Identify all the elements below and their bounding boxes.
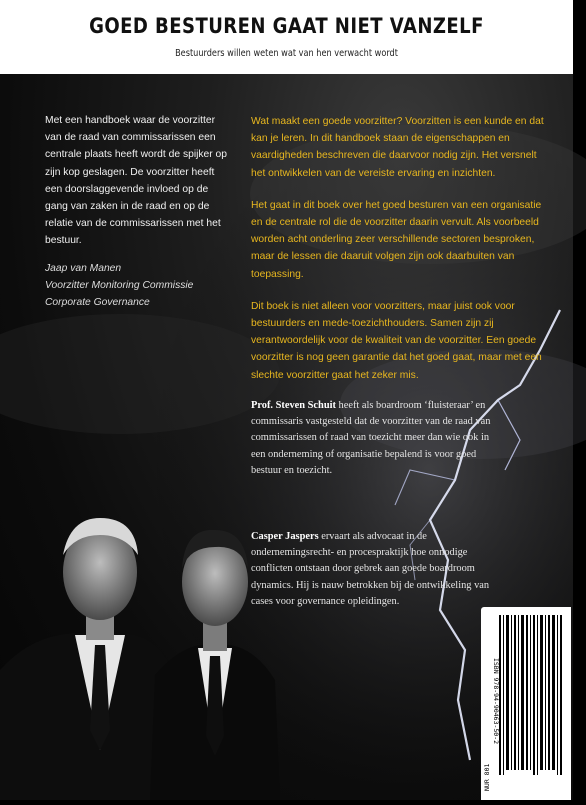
quote-text: Met een handboek waar de voorzitter van de raad van commissarissen een centrale plaats heeft wordt de spijker op zijn kop geslagen. De voorzitter heeft een doorslaggevende invloed op de gang van zaken in de raad en op de relatie van de commissarissen met het bestuur. <box>45 115 228 247</box>
bio-text: ervaart als advocaat in de ondernemingsrecht- en procespraktijk hoe onnodige conflicten ontstaan door gebrek aan goede boardroom dynamics. Hij is nauw betrokken bij de ontwikkeling van cases voor governance opleidingen. <box>251 531 490 607</box>
barcode-digits: 9 789490 463502 <box>574 687 586 778</box>
isbn-text: ISBN 978-94-90463-50-2 <box>492 657 500 745</box>
barcode-label <box>481 607 586 800</box>
author-role: Voorzitter Monitoring Commissie Corporate Governance <box>45 279 194 309</box>
book-title: GOED BESTUREN GAAT NIET VANZELF <box>89 14 484 38</box>
blurb-paragraph: Dit boek is niet alleen voor voorzitters, maar juist ook voor bestuurders en mede-toezichthouders. Samen zijn zij verantwoordelijk voor de kwaliteit van de voorzitter. Een goede voorzitter is nog geen garantie dat het goed gaat, maar met een slechte voorzitter gaat het zeker mis. <box>251 300 542 381</box>
author-bio-jaspers <box>251 529 491 610</box>
blurb-paragraph: Het gaat in dit boek over het goed besturen van een organisatie en de centrale rol die de voorzitter daarin vervult. Als voorbeeld worden acht onderling zeer verschillende sectoren besproken, maar de lessen die daaruit volgen zijn ook daarbuiten van toepassing. <box>251 199 542 280</box>
bio-name: Prof. Steven Schuit <box>251 400 336 411</box>
endorsement-quote <box>45 112 230 311</box>
quote-author <box>45 260 230 312</box>
bio-text: heeft als boardroom ‘fluisteraar’ en commissaris vastgesteld dat de voorzitter van de raad van commissarissen of raad van toezicht meer dan wie ook in een onderneming of organisatie bepalend is voor goed bestuur en toezicht. <box>251 400 491 476</box>
book-subtitle: Bestuurders willen weten wat van hen verwacht wordt <box>175 48 398 59</box>
author-name: Jaap van Manen <box>45 262 122 274</box>
author-bio-schuit <box>251 398 491 479</box>
blurb-paragraph: Wat maakt een goede voorzitter? Voorzitten is een kunde en dat kan je leren. In dit handboek staan de eigenschappen en vaardigheden beschreven die daarvoor nodig zijn. Het versnelt het ontwikkelen van de vereiste ervaring en inzichten. <box>251 116 544 179</box>
bio-name: Casper Jaspers <box>251 531 319 542</box>
title-banner <box>0 0 573 74</box>
blurb-column <box>251 113 551 399</box>
authors-photo <box>0 500 280 800</box>
nur-code: NUR 801 <box>483 763 491 791</box>
